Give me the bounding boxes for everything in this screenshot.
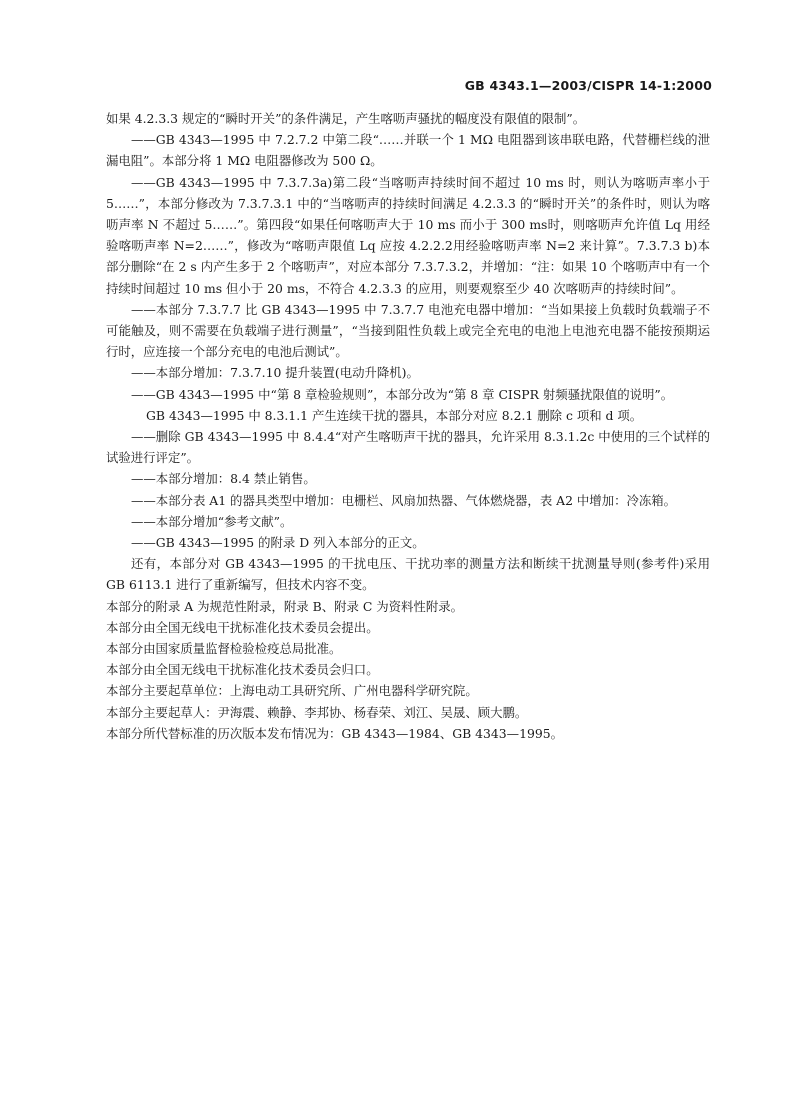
paragraph-versions: 本部分所代替标准的历次版本发布情况为：GB 4343—1984、GB 4343—1995。 [106,725,564,741]
paragraph-dash-3: ——本部分 7.3.7.7 比 GB 4343—1995 中 7.3.7.7 电池充电器中增加：“当如果接上负载时负载端子不可能触及，则不需要在负载端子进行测量”，“当接到阻性负载上或完全充电的电池上电池充电器不能按预期运行时，应连接一个部分充电的电池后测试”。 [106,301,710,360]
paragraph-dash-1: ——GB 4343—1995 中 7.2.7.2 中第二段“……并联一个 1 MΩ 电阻器到该串联电路，代替栅栏线的泄漏电阻”。本部分将 1 MΩ 电阻器修改为 500 Ω。 [106,132,710,169]
paragraph-drafting-units: 本部分主要起草单位：上海电动工具研究所、广州电器科学研究院。 [106,683,478,699]
standard-number-header: GB 4343.1—2003/CISPR 14-1:2000 [464,78,712,93]
paragraph-dash-10: ——GB 4343—1995 的附录 D 列入本部分的正文。 [131,535,425,551]
paragraph-dash-8: ——本部分表 A1 的器具类型中增加：电栅栏、风扇加热器、气体燃烧器，表 A2 中增加：冷冻箱。 [131,492,677,508]
paragraph-item: GB 4343—1995 中 8.3.1.1 产生连续干扰的器具，本部分对应 8.2.1 删除 c 项和 d 项。 [146,407,643,423]
paragraph-dash-7: ——本部分增加：8.4 禁止销售。 [131,471,316,487]
paragraph-continuation: 如果 4.2.3.3 规定的“瞬时开关”的条件满足，产生喀呖声骚扰的幅度没有限值的限制”。 [106,111,586,126]
paragraph-method-note: 还有，本部分对 GB 4343—1995 的干扰电压、干扰功率的测量方法和断续干扰测量导则(参考件)采用 GB 6113.1 进行了重新编写，但技术内容不变。 [106,556,710,593]
paragraph-proposed: 本部分由全国无线电干扰标准化技术委员会提出。 [106,619,379,635]
paragraph-dash-5: ——GB 4343—1995 中“第 8 章检验规则”，本部分改为“第 8 章 CISPR 射频骚扰限值的说明”。 [131,386,674,402]
paragraph-dash-2: ——GB 4343—1995 中 7.3.7.3a)第二段“当喀呖声持续时间不超过 10 ms 时，则认为喀呖声率小于 5……”，本部分修改为 7.3.7.3.1 中的“当喀呖声的持续时间满足 4.2.3.3 的“瞬时开关”的条件时，则认为喀呖声率 N 不超过 5……”。第四段“如果任何喀呖声大于 10 ms 而小于 300 ms时，则喀呖声允许值 Lq 用经验喀呖声率 N=2……”，修改为“喀呖声限值 Lq 应按 4.2.2.2用经验喀呖声率 N=2 来计算”。7.3.7.3 b)本部分删除“在 2 s 内产生多于 2 个喀呖声”，对应本部分 7.3.7.3.2，并增加：“注：如果 10 个喀呖声中有一个持续时间超过 10 ms 但小于 20 ms，不符合 4.2.3.3 的应用，则要观察至少 40 次喀呖声的持续时间”。 [106,174,710,296]
paragraph-approved: 本部分由国家质量监督检验检疫总局批准。 [106,641,342,657]
paragraph-dash-6: ——删除 GB 4343—1995 中 8.4.4“对产生喀呖声干扰的器具，允许采用 8.3.1.2c 中使用的三个试样的试验进行评定”。 [106,429,710,466]
paragraph-centralized: 本部分由全国无线电干扰标准化技术委员会归口。 [106,662,379,678]
paragraph-annex: 本部分的附录 A 为规范性附录，附录 B、附录 C 为资料性附录。 [106,598,463,614]
foreword-body [106,108,710,744]
paragraph-drafters: 本部分主要起草人：尹海震、赖静、李邦协、杨春荣、刘江、吴晟、顾大鹏。 [106,704,528,720]
paragraph-dash-4: ——本部分增加：7.3.7.10 提升装置(电动升降机)。 [131,365,419,381]
paragraph-dash-9: ——本部分增加“参考文献”。 [131,513,293,529]
